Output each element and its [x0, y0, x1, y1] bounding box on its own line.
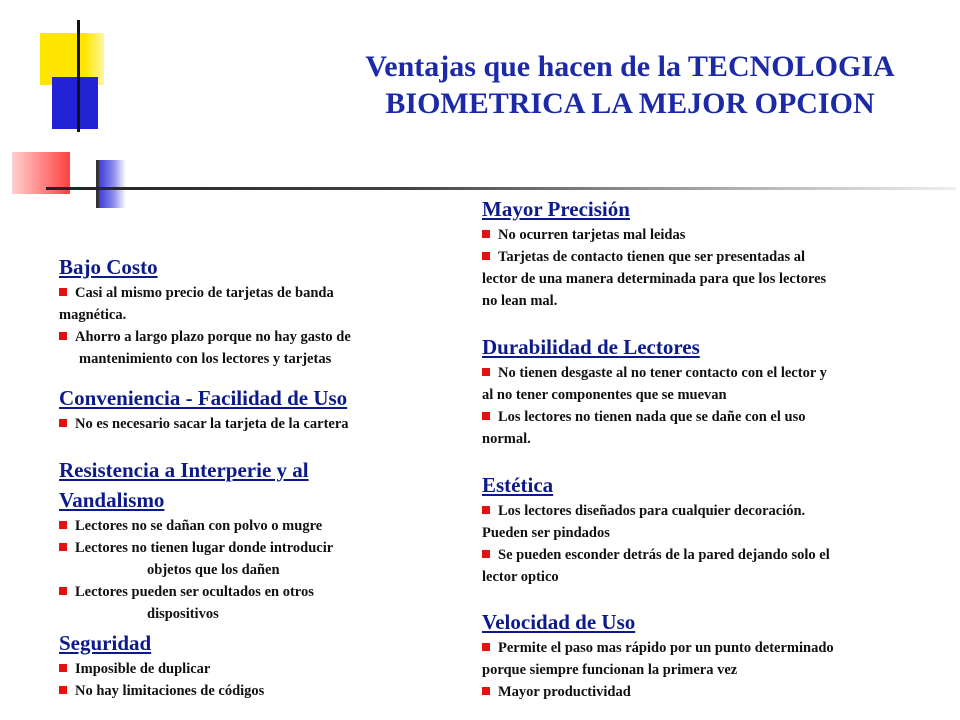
- section-conveniencia: [59, 383, 449, 435]
- list-item-cont: normal.: [482, 431, 531, 447]
- section-seguridad: [59, 628, 449, 702]
- heading-durabilidad: Durabilidad de Lectores: [482, 335, 700, 359]
- bullet-icon: [59, 543, 67, 551]
- bullet-icon: [482, 252, 490, 260]
- list-item: No tienen desgaste al no tener contacto con el lector y: [482, 362, 952, 384]
- vertical-line-decoration-2: [96, 160, 99, 208]
- list-item-cont: dispositivos: [147, 606, 219, 622]
- heading-bajo-costo: Bajo Costo: [59, 255, 158, 279]
- heading-estetica: Estética: [482, 473, 554, 497]
- list-item: Mayor productividad: [482, 681, 952, 703]
- blue-square-decoration: [52, 77, 98, 129]
- list-item: Los lectores diseñados para cualquier decoración.: [482, 500, 952, 522]
- list-item: Imposible de duplicar: [59, 658, 449, 680]
- horizontal-rule: [46, 187, 956, 190]
- section-velocidad: [482, 607, 952, 703]
- title-line-2: BIOMETRICA LA MEJOR OPCION: [385, 87, 875, 120]
- section-estetica: [482, 470, 952, 588]
- list-item: No es necesario sacar la tarjeta de la cartera: [59, 413, 449, 435]
- bullet-icon: [59, 664, 67, 672]
- list-item-cont: lector optico: [482, 569, 559, 585]
- slide-title: [330, 48, 930, 122]
- heading-precision: Mayor Precisión: [482, 197, 630, 221]
- bullet-icon: [59, 686, 67, 694]
- bullet-icon: [482, 506, 490, 514]
- list-item: No ocurren tarjetas mal leidas: [482, 224, 952, 246]
- bullet-icon: [59, 332, 67, 340]
- list-item: No hay limitaciones de códigos: [59, 680, 449, 702]
- list-item-cont: magnética.: [59, 307, 127, 323]
- bullet-icon: [59, 521, 67, 529]
- list-item-cont: porque siempre funcionan la primera vez: [482, 662, 738, 678]
- vertical-line-decoration: [77, 20, 80, 132]
- section-bajo-costo: [59, 252, 449, 370]
- title-line-1: Ventajas que hacen de la TECNOLOGIA: [365, 50, 895, 83]
- bullet-icon: [482, 368, 490, 376]
- list-item: Ahorro a largo plazo porque no hay gasto de: [59, 326, 449, 348]
- list-item-cont: mantenimiento con los lectores y tarjetas: [79, 351, 332, 367]
- section-durabilidad: [482, 332, 952, 450]
- heading-resistencia-1: Resistencia a Interperie y al: [59, 458, 309, 482]
- list-item-cont: lector de una manera determinada para que los lectores: [482, 271, 827, 287]
- list-item: Los lectores no tienen nada que se dañe con el uso: [482, 406, 952, 428]
- heading-resistencia-2: Vandalismo: [59, 488, 165, 512]
- list-item: Lectores no se dañan con polvo o mugre: [59, 515, 449, 537]
- heading-velocidad: Velocidad de Uso: [482, 610, 636, 634]
- bullet-icon: [482, 643, 490, 651]
- bullet-icon: [59, 419, 67, 427]
- bullet-icon: [482, 687, 490, 695]
- bullet-icon: [59, 288, 67, 296]
- section-resistencia: [59, 455, 449, 625]
- bullet-icon: [482, 412, 490, 420]
- heading-seguridad: Seguridad: [59, 631, 152, 655]
- blue-bar-decoration: [96, 160, 126, 208]
- bullet-icon: [482, 230, 490, 238]
- heading-conveniencia: Conveniencia - Facilidad de Uso: [59, 386, 348, 410]
- list-item-cont: Pueden ser pindados: [482, 525, 610, 541]
- list-item-cont: no lean mal.: [482, 293, 558, 309]
- list-item: Casi al mismo precio de tarjetas de banda: [59, 282, 449, 304]
- list-item: Permite el paso mas rápido por un punto determinado: [482, 637, 952, 659]
- list-item: Tarjetas de contacto tienen que ser presentadas al: [482, 246, 952, 268]
- list-item-cont: objetos que los dañen: [147, 562, 280, 578]
- list-item: Lectores no tienen lugar donde introducir: [59, 537, 449, 559]
- list-item-cont: al no tener componentes que se muevan: [482, 387, 727, 403]
- section-precision: [482, 194, 952, 312]
- list-item: Lectores pueden ser ocultados en otros: [59, 581, 449, 603]
- list-item: Se pueden esconder detrás de la pared dejando solo el: [482, 544, 952, 566]
- bullet-icon: [482, 550, 490, 558]
- bullet-icon: [59, 587, 67, 595]
